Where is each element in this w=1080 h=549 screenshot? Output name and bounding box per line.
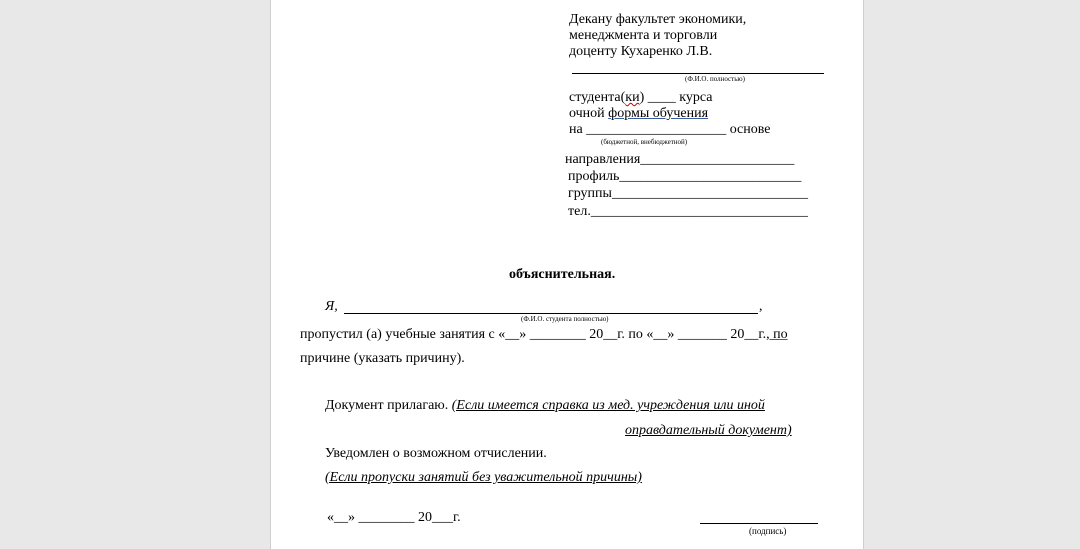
addressee-line-1: Декану факультет экономики, [569,12,747,27]
basis-line: на ____________________ основе [569,122,771,137]
form-prefix: очной [569,106,609,121]
student-ki: ки [625,90,640,105]
missed-line [300,327,788,343]
form-link: формы обучения [608,106,709,121]
signature-hint: (подпись) [749,526,787,536]
student-suffix: ) ____ курса [639,90,713,105]
signature-underline [700,523,818,524]
addressee-line-2: менеджмента и торговли [569,28,718,43]
missed-tail: , по [766,327,788,342]
reason-line: причине (указать причину). [300,351,465,366]
document-page [270,0,864,549]
notice-italic: (Если пропуски занятий без уважительной причины) [325,470,642,485]
group-line: группы____________________________ [568,186,808,201]
profile-line: профиль__________________________ [568,169,802,184]
docs-italic-1: (Если имеется справка из мед. учреждения или иной [451,398,765,413]
student-fio-hint: (Ф.И.О. студента полностью) [521,315,609,323]
fio-hint: (Ф.И.О. полностью) [685,75,745,83]
study-form-line [569,106,708,122]
addressee-line-3: доценту Кухаренко Л.В. [569,44,713,59]
direction-line: направления______________________ [565,152,795,167]
intro-comma: , [759,299,763,314]
date-line: «__» ________ 20___г. [327,510,461,525]
phone-line: тел._______________________________ [568,204,808,219]
docs-text: Документ прилагаю. [325,398,452,413]
student-course-line [569,90,712,106]
student-prefix: студента( [569,90,626,105]
document-title: объяснительная. [509,267,616,282]
docs-line [325,398,765,414]
intro-i: Я, [325,299,338,314]
docs-italic-2: оправдательный документ) [625,423,792,438]
fio-underline [572,73,824,74]
notice-text: Уведомлен о возможном отчислении. [325,446,547,461]
missed-text: пропустил (а) учебные занятия с «__» ________ 20__г. по «__» _______ 20__г. [300,327,767,342]
basis-hint: (бюджетной, внебюджетной) [601,138,688,146]
student-fio-underline [344,313,758,314]
